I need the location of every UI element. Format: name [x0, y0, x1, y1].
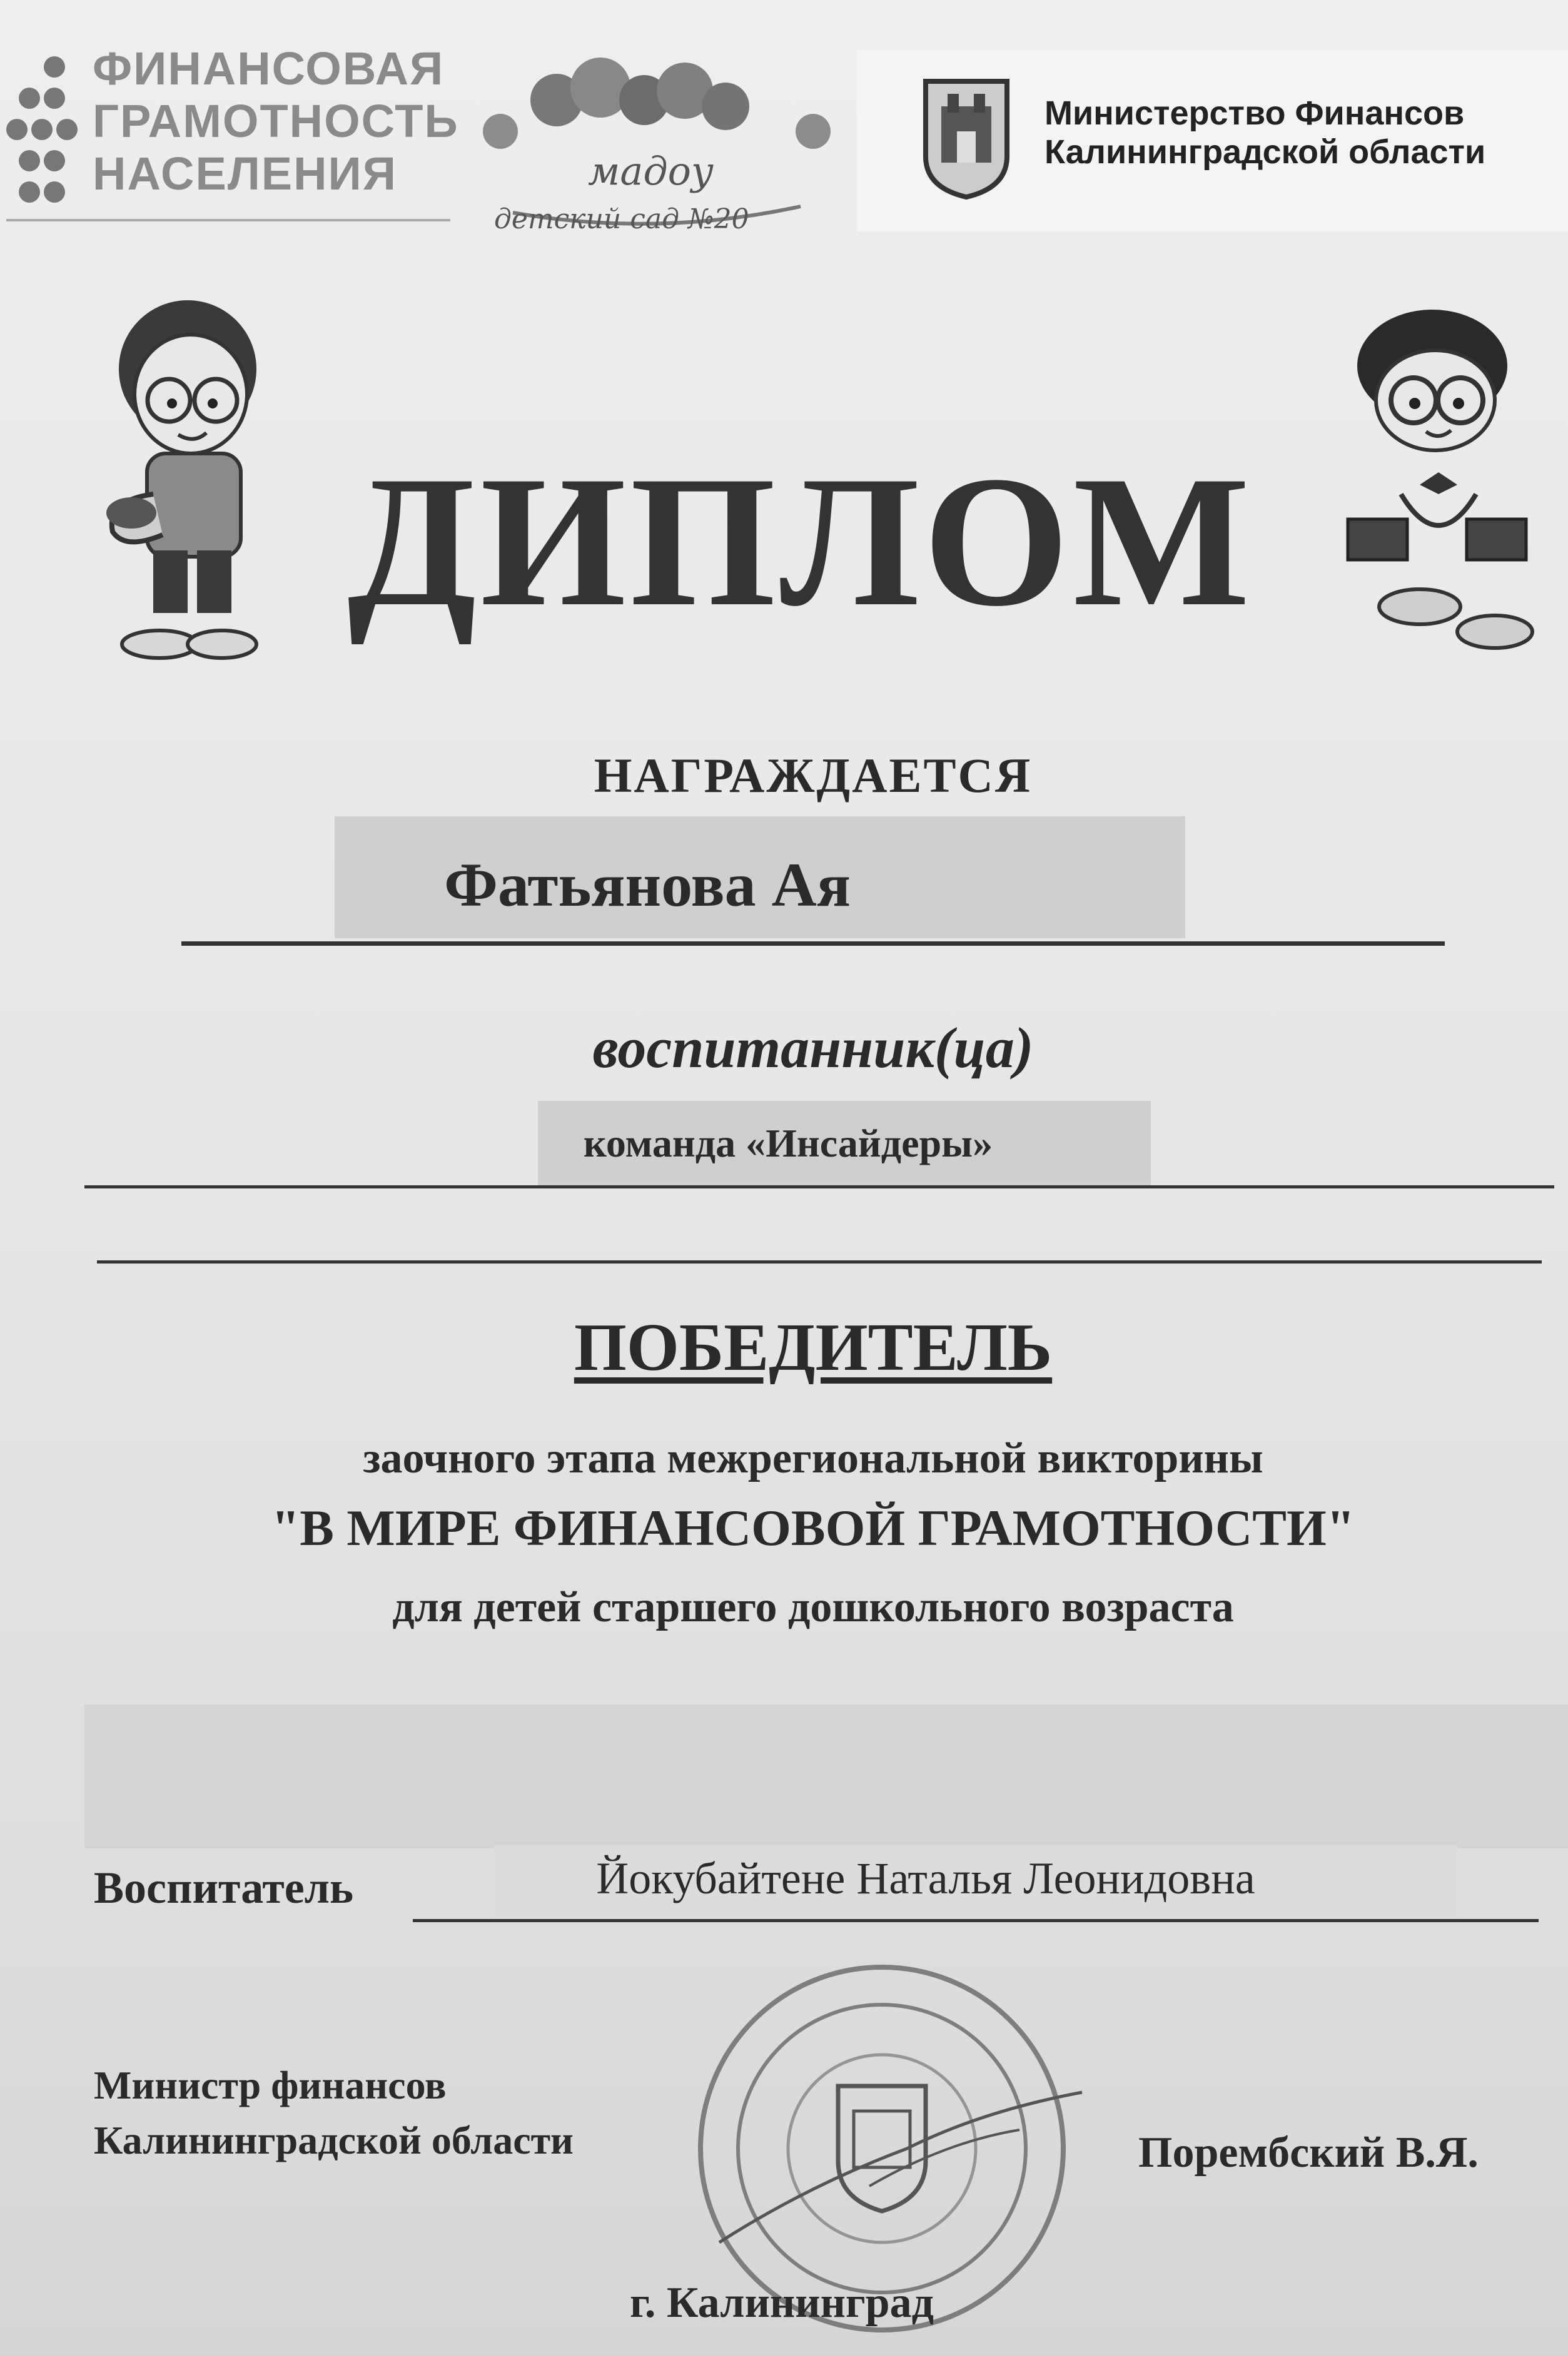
teacher-label: Воспитатель — [94, 1863, 354, 1913]
svg-text:мадоу: мадоу — [588, 148, 714, 194]
cartoon-boy-left-icon — [88, 294, 275, 682]
minister-name: Порембский В.Я. — [1138, 2129, 1479, 2177]
diploma-title: ДИПЛОМ — [347, 437, 1254, 645]
cartoon-boy-right-icon — [1326, 306, 1551, 694]
financial-literacy-logo-text — [93, 43, 459, 200]
logo-line-1: ФИНАНСОВАЯ — [93, 43, 445, 94]
awarded-label: НАГРАЖДАЕТСЯ — [594, 748, 1033, 803]
minister-line-1: Министр финансов — [94, 2063, 447, 2107]
city-footer: г. Калининград — [629, 2279, 934, 2327]
description-line-3: для детей старшего дошкольного возраста — [392, 1583, 1234, 1631]
description-line-1: заочного этапа межрегиональной викторины — [363, 1434, 1263, 1482]
blank-underline — [97, 1260, 1542, 1264]
recipient-underline — [181, 941, 1445, 946]
description-line-2: "В МИРЕ ФИНАНСОВОЙ ГРАМОТНОСТИ" — [271, 1499, 1355, 1556]
logo-underline — [6, 219, 450, 221]
ministry-header-text — [1044, 94, 1485, 171]
winner-status: ПОБЕДИТЕЛЬ — [574, 1310, 1053, 1385]
coat-of-arms-icon — [919, 75, 1013, 200]
financial-literacy-logo-icon — [6, 50, 81, 213]
teacher-name: Йокубайтене Наталья Леонидовна — [596, 1853, 1255, 1903]
logo-line-2: ГРАМОТНОСТЬ — [93, 95, 459, 147]
teacher-underline — [413, 1919, 1539, 1922]
role-text: воспитанник(ца) — [592, 1016, 1034, 1080]
minister-title — [94, 2058, 574, 2168]
minister-line-2: Калининградской области — [94, 2118, 574, 2162]
svg-text:детский сад №20: детский сад №20 — [494, 203, 749, 231]
ministry-line-2: Калининградской области — [1044, 133, 1486, 171]
team-text: команда «Инсайдеры» — [583, 1121, 993, 1165]
ministry-line-1: Министерство Финансов — [1044, 94, 1465, 132]
logo-line-3: НАСЕЛЕНИЯ — [93, 148, 397, 200]
kindergarten-logo-icon — [475, 50, 838, 231]
recipient-name: Фатьянова Ая — [444, 850, 851, 919]
team-underline — [84, 1185, 1554, 1188]
gray-band — [84, 1704, 1568, 1848]
